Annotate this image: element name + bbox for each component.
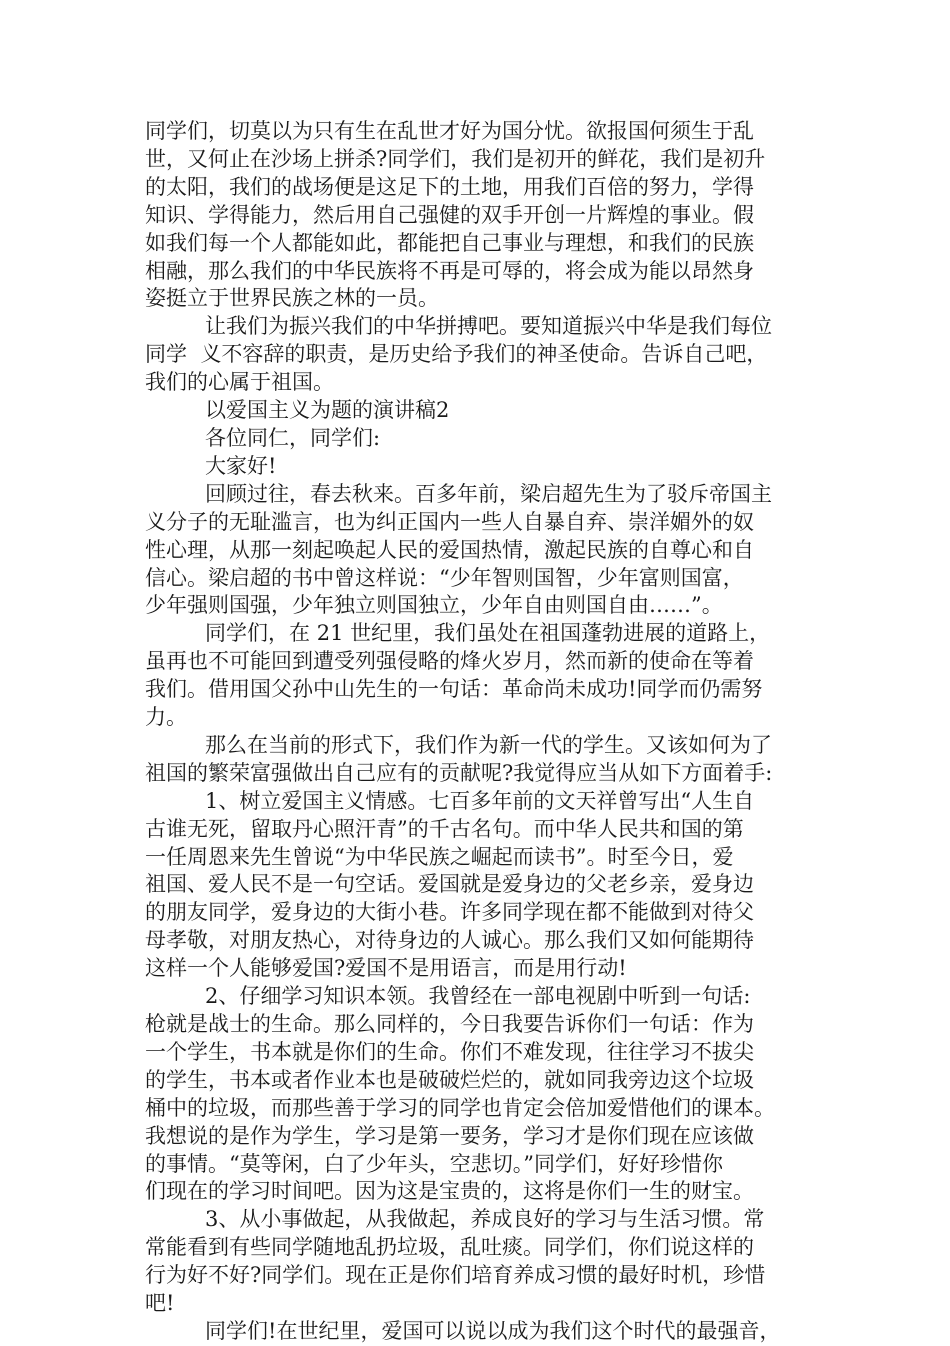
- text-line: 常能看到有些同学随地乱扔垃圾，乱吐痰。同学们，你们说这样的: [145, 1235, 754, 1260]
- text-line: 母孝敬，对朋友热心，对待身边的人诚心。那么我们又如何能期待: [145, 928, 754, 953]
- text-line: 我想说的是作为学生，学习是第一要务，学习才是你们现在应该做: [145, 1123, 754, 1148]
- text-line: 我们的心属于祖国。: [145, 370, 334, 395]
- text-line: 一任周恩来先生曾说“为中华民族之崛起而读书”。时至今日，爱: [145, 844, 734, 869]
- text-line: 姿挺立于世界民族之林的一员。: [145, 286, 439, 311]
- text-line: 同学们，切莫以为只有生在乱世才好为国分忧。欲报国何须生于乱: [145, 119, 754, 143]
- text-line: 这样一个人能够爱国?爱国不是用语言，而是用行动!: [145, 956, 627, 981]
- text-line: 3、从小事做起，从我做起，养成良好的学习与生活习惯。常: [205, 1207, 765, 1232]
- paragraph: [145, 313, 825, 397]
- paragraph: [145, 425, 825, 453]
- text-line: 让我们为振兴我们的中华拼搏吧。要知道振兴中华是我们每位: [205, 314, 773, 339]
- text-line: 如我们每一个人都能如此，都能把自己事业与理想，和我们的民族: [145, 230, 754, 255]
- text-line: 同学们!在世纪里，爱国可以说以成为我们这个时代的最强音，: [205, 1318, 781, 1343]
- text-line: 知识、学得能力，然后用自己强健的双手开创一片辉煌的事业。假: [145, 202, 754, 227]
- text-line: 一个学生，书本就是你们的生命。你们不难发现，往往学习不拔尖: [145, 1039, 754, 1064]
- paragraph: [145, 118, 825, 313]
- text-line: 大家好!: [205, 453, 277, 478]
- text-line: 的学生，书本或者作业本也是破破烂烂的，就如同我旁边这个垃圾: [145, 1067, 754, 1092]
- text-line: 虽再也不可能回到遭受列强侵略的烽火岁月，然而新的使命在等着: [145, 649, 754, 674]
- text-line: 的事情。“莫等闲，白了少年头，空悲切。”同学们，好好珍惜你: [145, 1151, 723, 1176]
- text-line: 各位同仁，同学们:: [205, 425, 381, 450]
- text-line: 力。: [145, 705, 187, 730]
- paragraph: [145, 397, 825, 425]
- text-line: 古谁无死，留取丹心照汗青”的千古名句。而中华人民共和国的第: [145, 816, 744, 841]
- paragraph: [145, 1206, 825, 1318]
- paragraph: [145, 788, 825, 983]
- paragraph: [145, 732, 825, 788]
- document-page: [145, 118, 825, 1346]
- text-line: 1、树立爱国主义情感。七百多年前的文天祥曾写出“人生自: [205, 788, 755, 813]
- paragraph: [145, 481, 825, 621]
- paragraph: [145, 1318, 825, 1346]
- paragraph: [145, 983, 825, 1206]
- text-line: 我们。借用国父孙中山先生的一句话：革命尚未成功!同学而仍需努: [145, 677, 763, 702]
- text-line: 世，又何止在沙场上拼杀?同学们，我们是初开的鲜花，我们是初升: [145, 146, 766, 171]
- paragraph: [145, 453, 825, 481]
- text-line: 义分子的无耻滥言，也为纠正国内一些人自暴自弃、崇洋媚外的奴: [145, 509, 754, 534]
- text-line: 相融，那么我们的中华民族将不再是可辱的，将会成为能以昂然身: [145, 258, 754, 283]
- text-line: 那么在当前的形式下，我们作为新一代的学生。又该如何为了: [205, 732, 773, 757]
- text-line: 枪就是战士的生命。那么同样的，今日我要告诉你们一句话：作为: [145, 1012, 754, 1036]
- text-line: 同学 义不容辞的职责，是历史给予我们的神圣使命。告诉自己吧，: [145, 342, 768, 367]
- text-line: 少年强则国强，少年独立则国独立，少年自由则国自由……”。: [145, 593, 723, 618]
- text-line: 信心。梁启超的书中曾这样说：“少年智则国智，少年富则国富，: [145, 565, 744, 590]
- text-line: 行为好不好?同学们。现在正是你们培育养成习惯的最好时机，珍惜: [145, 1263, 766, 1288]
- paragraph: [145, 620, 825, 732]
- text-line: 性心理，从那一刻起唤起人民的爱国热情，激起民族的自尊心和自: [145, 537, 754, 562]
- text-line: 回顾过往，春去秋来。百多年前，梁启超先生为了驳斥帝国主: [205, 481, 773, 506]
- text-line: 的朋友同学，爱身边的大街小巷。许多同学现在都不能做到对待父: [145, 900, 754, 925]
- text-line: 桶中的垃圾，而那些善于学习的同学也肯定会倍加爱惜他们的课本。: [145, 1095, 775, 1120]
- text-line: 以爱国主义为题的演讲稿2: [205, 398, 450, 423]
- text-line: 2、仔细学习知识本领。我曾经在一部电视剧中听到一句话:: [205, 984, 751, 1009]
- text-line: 祖国、爱人民不是一句空话。爱国就是爱身边的父老乡亲，爱身边: [145, 872, 754, 897]
- text-line: 吧!: [145, 1291, 175, 1316]
- text-line: 们现在的学习时间吧。因为这是宝贵的，这将是你们一生的财宝。: [145, 1179, 754, 1204]
- text-line: 同学们，在 21 世纪里，我们虽处在祖国蓬勃进展的道路上，: [205, 621, 771, 646]
- text-line: 的太阳，我们的战场便是这足下的土地，用我们百倍的努力，学得: [145, 174, 754, 199]
- text-line: 祖国的繁荣富强做出自己应有的贡献呢?我觉得应当从如下方面着手:: [145, 760, 773, 785]
- document-body: [145, 118, 825, 1346]
